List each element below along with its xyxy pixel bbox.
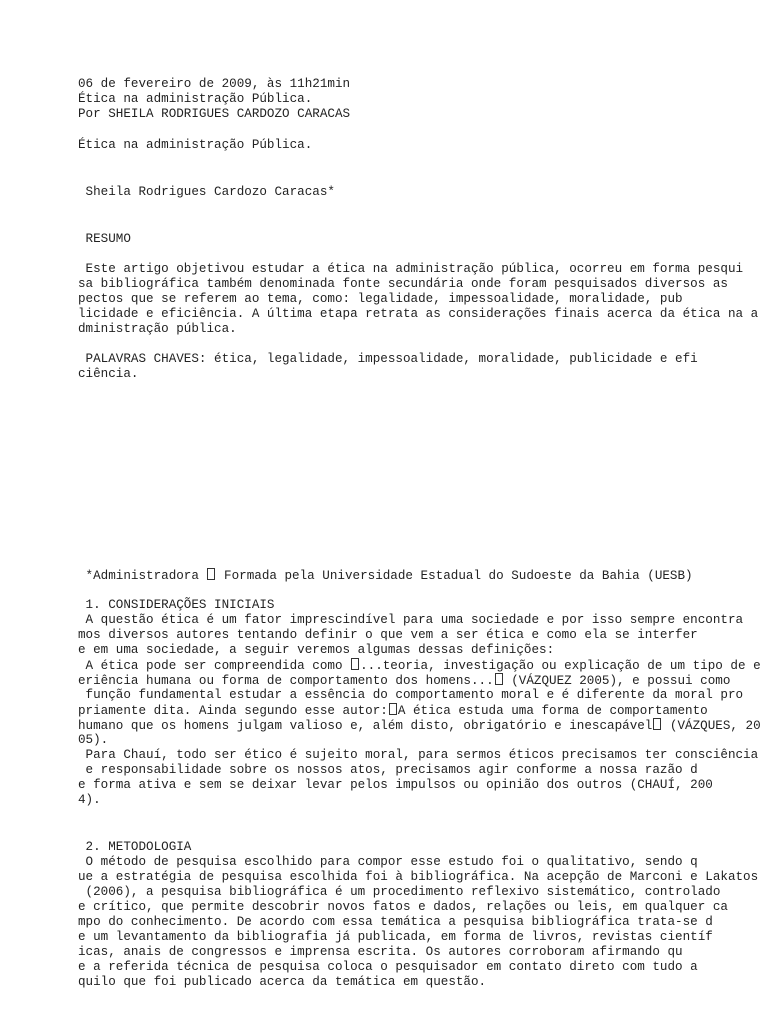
section2-line: icas, anais de congressos e imprensa escrita. Os autores corroboram afirmando qu [78, 945, 683, 959]
section1-line: A questão ética é um fator imprescindível para uma sociedade e por isso sempre encontra [78, 613, 744, 627]
section1-text: (VÁZQUEZ 2005), e possui como [503, 674, 731, 688]
article-author: Sheila Rodrigues Cardozo Caracas* [78, 185, 335, 199]
section1-line [78, 658, 761, 673]
section2-line: ue a estratégia de pesquisa escolhida foi à bibliográfica. Na acepção de Marconi e Lakatos [78, 870, 759, 884]
section1-text: A ética estuda uma forma de comportamento [397, 704, 708, 718]
section2-line: e a referida técnica de pesquisa coloca o pesquisador em contato direto com tudo a [78, 960, 698, 974]
section1-line: e forma ativa e sem se deixar levar pelos impulsos ou opinião dos outros (CHAUÍ, 200 [78, 778, 713, 792]
resumo-line: dministração pública. [78, 322, 237, 336]
section1-text: (VÁZQUES, 20 [662, 719, 761, 733]
section1-line [78, 718, 761, 733]
section1-heading: 1. CONSIDERAÇÕES INICIAIS [78, 598, 275, 612]
section2-line: quilo que foi publicado acerca da temática em questão. [78, 975, 487, 989]
section1-line: 05). [78, 733, 109, 747]
section2-line: mpo do conhecimento. De acordo com essa temática a pesquisa bibliográfica trata-se d [78, 915, 713, 929]
keywords-line: PALAVRAS CHAVES: ética, legalidade, impessoalidade, moralidade, publicidade e efi [78, 352, 698, 366]
section1-line: mos diversos autores tentando definir o que vem a ser ética e como ela se interfer [78, 628, 698, 642]
header-date: 06 de fevereiro de 2009, às 11h21min [78, 77, 351, 91]
section1-line: 4). [78, 793, 101, 807]
footnote-text-before: *Administradora [78, 569, 207, 583]
section1-text: priamente dita. Ainda segundo esse autor: [78, 704, 388, 718]
section1-line: e em uma sociedade, a seguir veremos algumas dessas definições: [78, 643, 555, 657]
section1-line: e responsabilidade sobre os nossos atos, precisamos agir conforme a nossa razão d [78, 763, 698, 777]
section2-heading: 2. METODOLOGIA [78, 840, 192, 854]
footnote [78, 568, 693, 583]
missing-glyph-icon [495, 673, 503, 685]
section1-line: Para Chauí, todo ser ético é sujeito moral, para sermos éticos precisamos ter consciência [78, 748, 759, 762]
section1-line [78, 673, 730, 688]
section1-line: função fundamental estudar a essência do comportamento moral e é diferente da moral pro [78, 688, 744, 702]
article-title: Ética na administração Pública. [78, 138, 313, 152]
section2-line: e um levantamento da bibliografia já publicada, em forma de livros, revistas científ [78, 930, 713, 944]
resumo-line: pectos que se referem ao tema, como: legalidade, impessoalidade, moralidade, pub [78, 292, 683, 306]
section1-line [78, 703, 708, 718]
keywords-line: ciência. [78, 367, 139, 381]
resumo-line: Este artigo objetivou estudar a ética na administração pública, ocorreu em forma pesqui [78, 262, 744, 276]
missing-glyph-icon [389, 703, 397, 715]
missing-glyph-icon [351, 658, 359, 670]
header-author: Por SHEILA RODRIGUES CARDOZO CARACAS [78, 107, 351, 121]
section1-text: A ética pode ser compreendida como [78, 659, 351, 673]
section2-line: (2006), a pesquisa bibliográfica é um procedimento reflexivo sistemático, controlado [78, 885, 721, 899]
resumo-line: licidade e eficiência. A última etapa retrata as considerações finais acerca da ética na a [78, 307, 759, 321]
section1-text: ...teoria, investigação ou explicação de um tipo de e [360, 659, 761, 673]
resumo-line: sa bibliográfica também denominada fonte secundária onde foram pesquisados diversos as [78, 277, 728, 291]
section1-text: eriência humana ou forma de comportamento dos homens... [78, 674, 494, 688]
section2-line: e crítico, que permite descobrir novos fatos e dados, relações ou leis, em qualquer ca [78, 900, 728, 914]
missing-glyph-icon [207, 568, 215, 580]
footnote-text-after: Formada pela Universidade Estadual do Sudoeste da Bahia (UESB) [216, 569, 693, 583]
header-title: Ética na administração Pública. [78, 92, 313, 106]
missing-glyph-icon [653, 718, 661, 730]
resumo-heading: RESUMO [78, 232, 131, 246]
section1-text: humano que os homens julgam valioso e, além disto, obrigatório e inescapável [78, 719, 653, 733]
section2-line: O método de pesquisa escolhido para compor esse estudo foi o qualitativo, sendo q [78, 855, 698, 869]
